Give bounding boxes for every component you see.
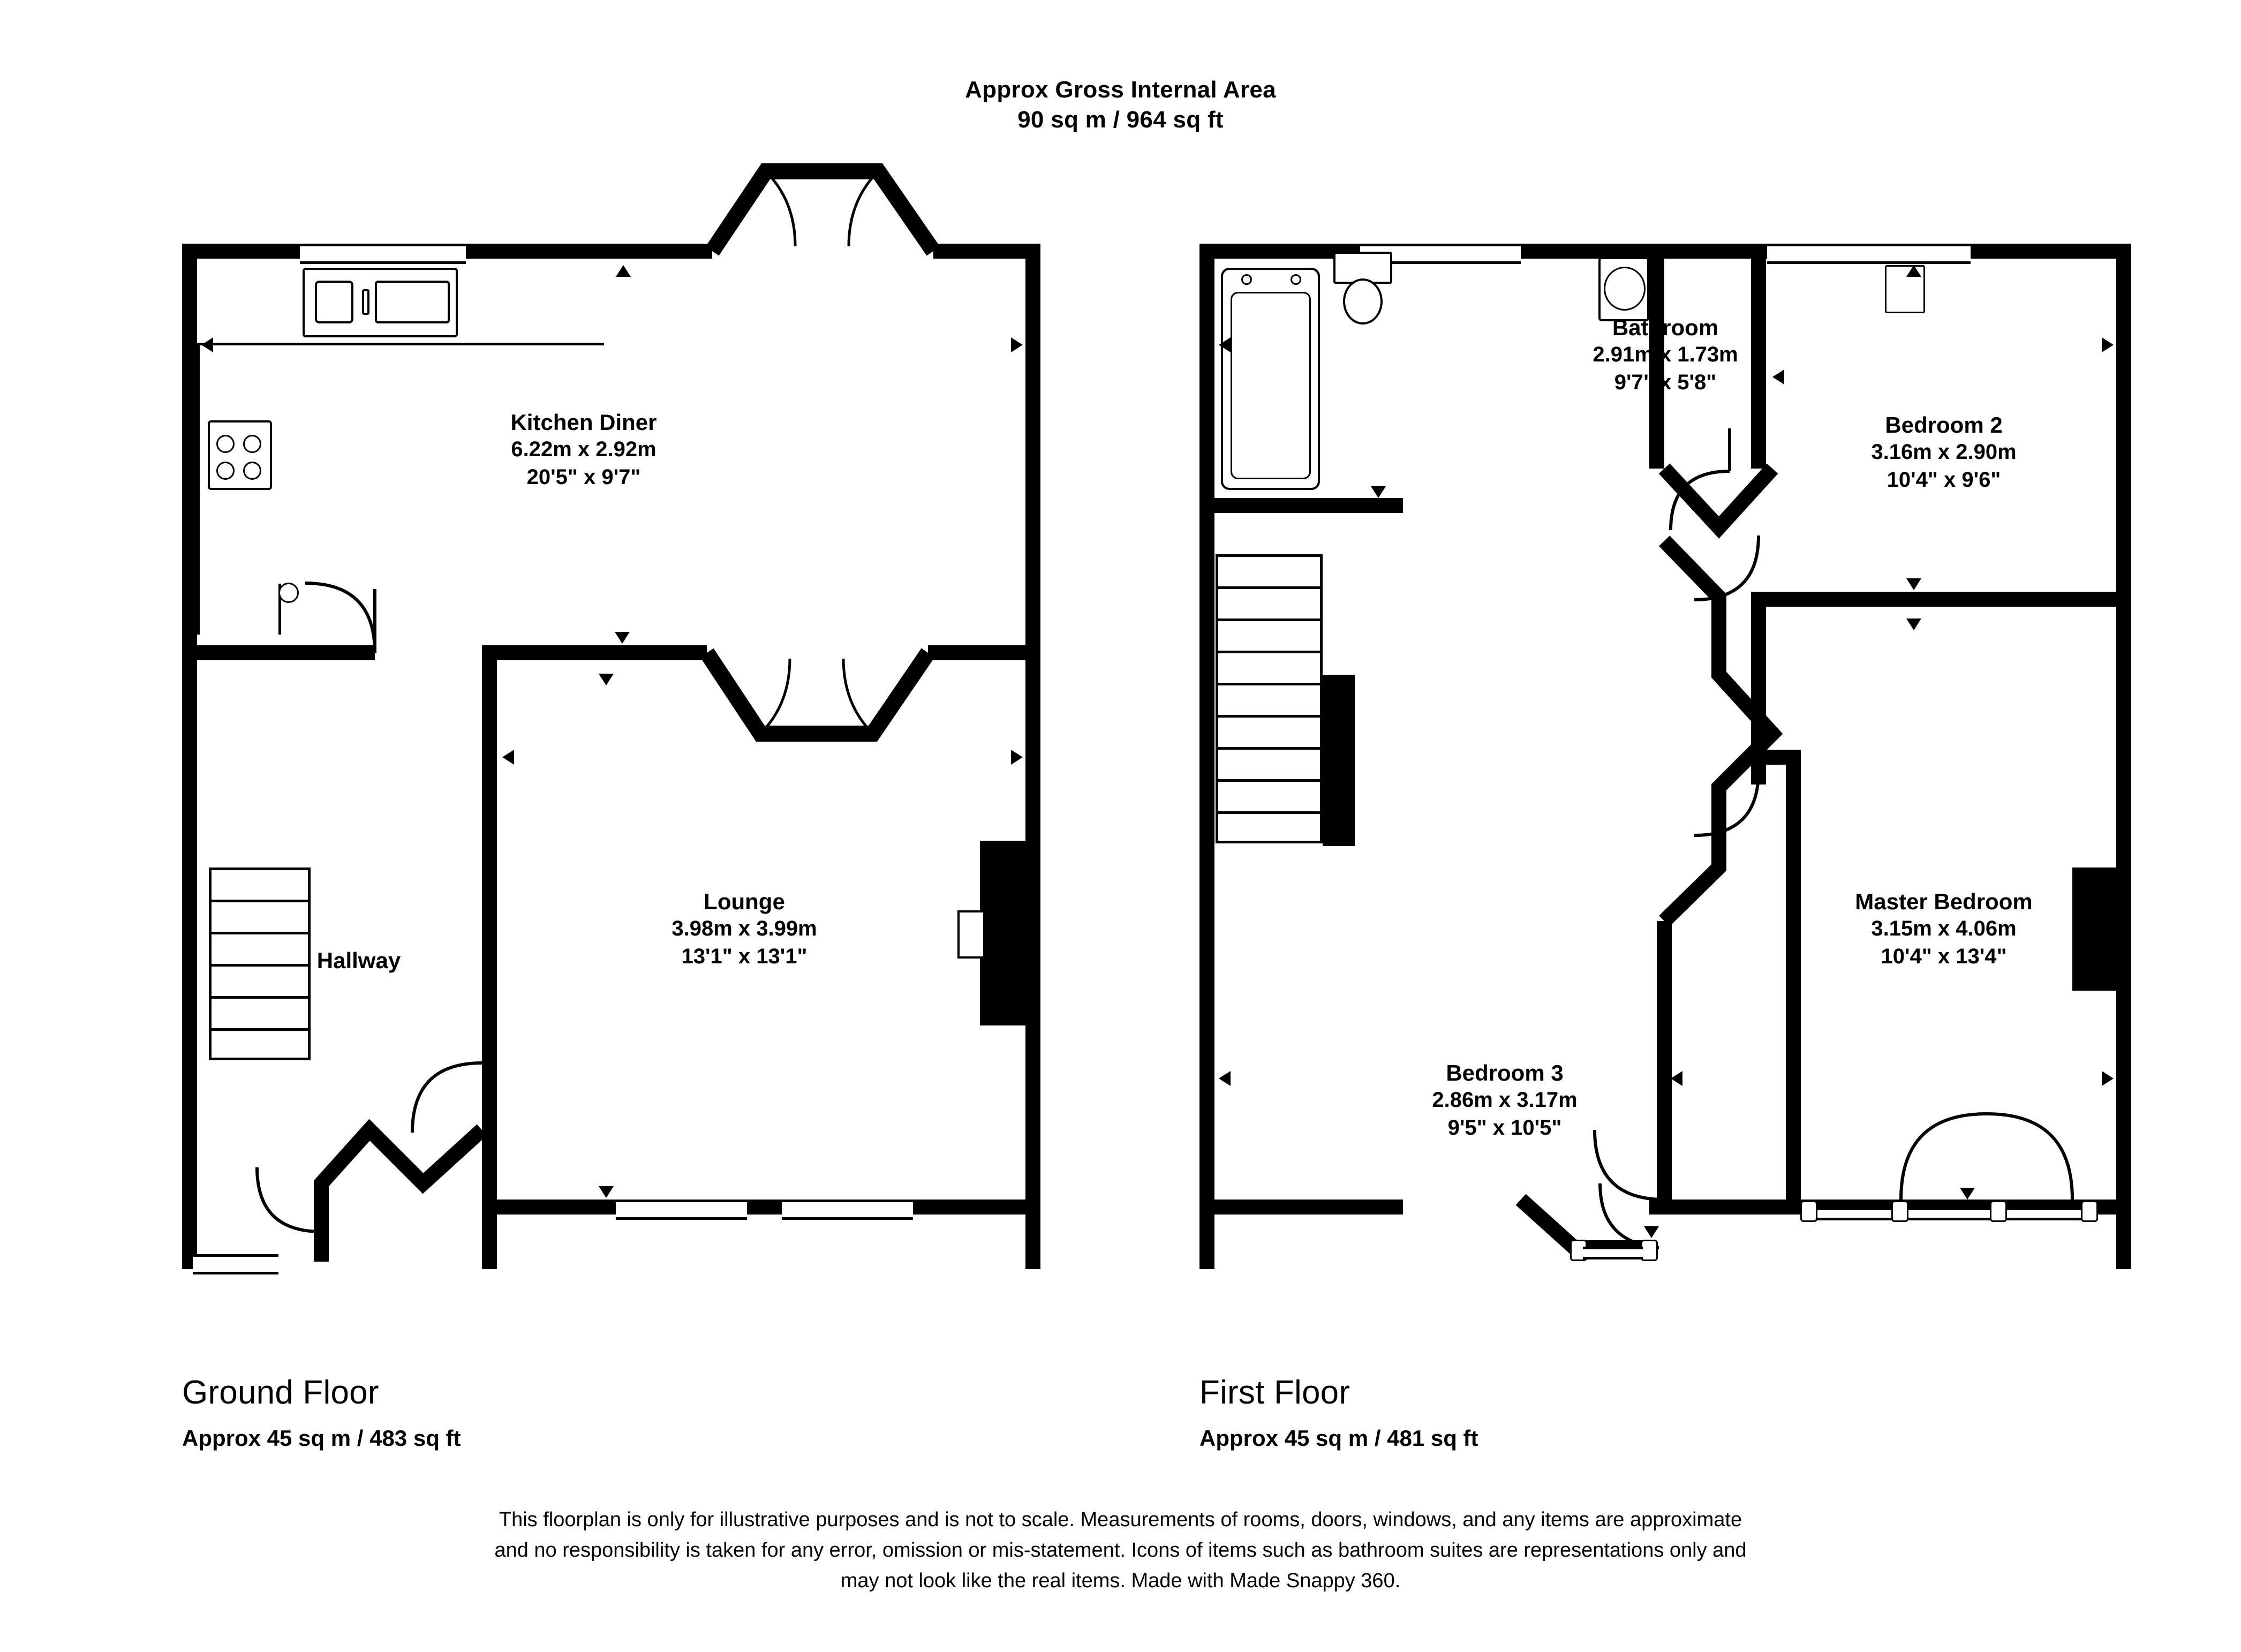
arrow-master-door [1960, 1188, 1975, 1200]
arrow-kitchen-right [1011, 337, 1023, 352]
arrow-master-right [2102, 1071, 2114, 1086]
first-floor-title: First Floor [1199, 1374, 1350, 1411]
arrow-lounge-bottom [599, 1186, 614, 1198]
ground-floor-caption [182, 1374, 461, 1451]
disclaimer-line-3: may not look like the real items. Made with Made Snappy 360. [840, 1570, 1401, 1592]
ground-floor-plan [0, 0, 1125, 1339]
balcony-scroll-mid-b-icon [1990, 1201, 2007, 1222]
disclaimer [0, 1505, 2241, 1596]
room-label-bathroom: Bathroom 2.91m x 1.73m 9'7" x 5'8" [1593, 315, 1738, 394]
room-label-bedroom2: Bedroom 2 3.16m x 2.90m 10'4" x 9'6" [1871, 412, 2017, 492]
arrow-lounge-right [1011, 750, 1023, 765]
room-label-kitchen-diner: Kitchen Diner 6.22m x 2.92m 20'5" x 9'7" [510, 410, 657, 489]
window-lounge-bottom-2 [782, 1200, 913, 1220]
ground-floor-area: Approx 45 sq m / 483 sq ft [182, 1425, 461, 1451]
arrow-lounge-top-b [599, 674, 614, 685]
first-floor-caption [1199, 1374, 1478, 1451]
fireplace-icon [957, 910, 985, 959]
first-floor-area: Approx 45 sq m / 481 sq ft [1199, 1425, 1478, 1451]
gross-area-title: Approx Gross Internal Area [965, 77, 1276, 103]
arrow-kitchen-left [201, 337, 213, 352]
arrow-master-top [1906, 618, 1921, 630]
first-floor-plan [1114, 0, 2238, 1339]
balcony-scroll-left-icon [1800, 1201, 1817, 1222]
room-label-lounge: Lounge 3.98m x 3.99m 13'1" x 13'1" [671, 889, 817, 968]
balcony-scroll-mid-a-icon [1891, 1201, 1908, 1222]
arrow-kitchen-top [616, 265, 631, 277]
juliet-balcony-rail-mid [1906, 1208, 1992, 1220]
arrow-bathroom-left [1219, 337, 1231, 352]
arrow-lounge-left [502, 750, 514, 765]
ground-doors [0, 0, 1125, 1339]
arrow-bedroom3-bottom [1644, 1226, 1659, 1238]
arrow-bathroom-bottom [1371, 486, 1386, 498]
balcony-scroll-bed3-right-icon [1641, 1240, 1658, 1261]
window-front-door [193, 1254, 278, 1274]
juliet-balcony-rail-left [1810, 1208, 1896, 1220]
room-label-master-bedroom: Master Bedroom 3.15m x 4.06m 10'4" x 13'4" [1855, 889, 2033, 968]
arrow-bedroom2-top [1906, 265, 1921, 277]
arrow-lounge-top-a [615, 632, 630, 644]
window-lounge-bottom-1 [616, 1200, 747, 1220]
chimney-breast [980, 841, 1040, 1025]
room-label-hallway: Hallway [316, 948, 401, 973]
juliet-balcony-rail-bed3 [1583, 1247, 1643, 1259]
juliet-balcony-rail-right [2003, 1208, 2088, 1220]
balcony-scroll-right-icon [2081, 1201, 2098, 1222]
disclaimer-line-1: This floorplan is only for illustrative purposes and is not to scale. Measurements of rooms, doors, windows, and any items are approximate [499, 1508, 1742, 1531]
arrow-bedroom2-right [2102, 337, 2114, 352]
arrow-bedroom3-left [1219, 1071, 1231, 1086]
arrow-landing-point [1714, 838, 1725, 853]
arrow-bedroom2-bottom [1906, 578, 1921, 590]
ground-floor-title: Ground Floor [182, 1374, 379, 1411]
gross-area-value: 90 sq m / 964 sq ft [1017, 107, 1224, 133]
room-label-bedroom3: Bedroom 3 2.86m x 3.17m 9'5" x 10'5" [1432, 1060, 1578, 1140]
disclaimer-line-2: and no responsibility is taken for any error, omission or mis-statement. Icons of items such as bathroom suites are representations only and [494, 1539, 1747, 1562]
